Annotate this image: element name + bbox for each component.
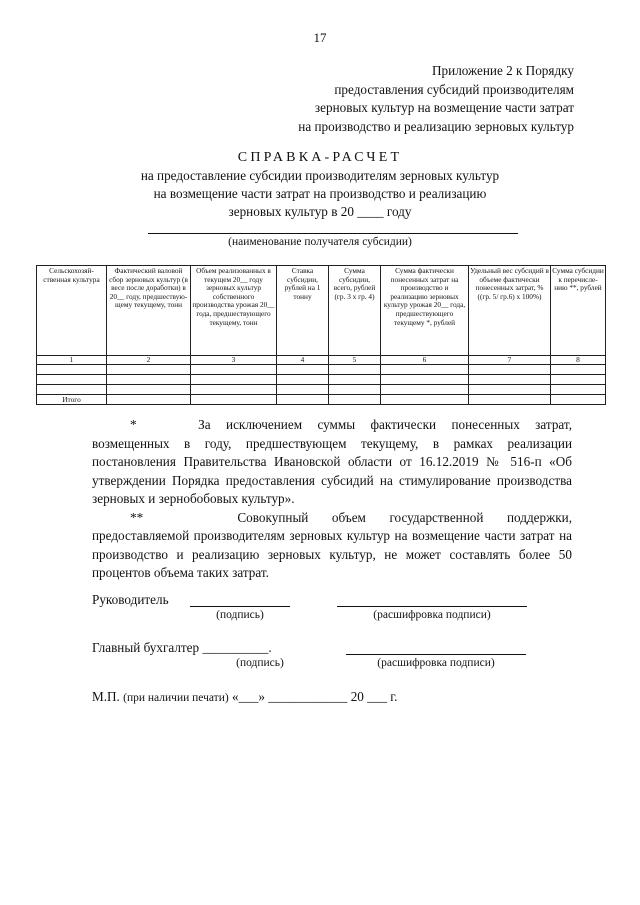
total-label: Итого [37,395,107,405]
header-cell: Сумма субсидии, всего, рублей (гр. 3 x гр. 4) [329,266,381,356]
table-cell[interactable] [329,385,381,395]
accountant-label-row [92,640,272,656]
accountant-sign-caption: (подпись) [236,657,284,669]
table-cell[interactable] [191,395,277,405]
table-cell[interactable] [469,385,551,395]
footnote-1-first-line [92,416,572,435]
table-cell[interactable] [551,365,606,375]
accountant-decode-caption: (расшифровка подписи) [377,657,495,669]
table-cell[interactable] [381,365,469,375]
table-cell[interactable] [107,365,191,375]
column-number: 7 [469,356,551,365]
date-field[interactable]: «___» ____________ 20 ___ г. [232,689,398,704]
table-cell[interactable] [277,385,329,395]
table-cell[interactable] [37,385,107,395]
recipient-caption: (наименование получателя субсидии) [228,236,412,248]
header-cell: Удельный вес субсидий в объеме фактически понесенных затрат, % ((гр. 5/ гр.6) x 100%) [469,266,551,356]
table-cell[interactable] [107,375,191,385]
table-cell[interactable] [329,375,381,385]
table-cell[interactable] [37,375,107,385]
accountant-signature-blank[interactable]: __________. [202,640,272,655]
table-cell[interactable] [329,395,381,405]
appendix-line: на производство и реализацию зерновых культур [298,118,574,134]
stamp-date-row [92,689,397,705]
head-decode-line[interactable] [337,606,527,607]
appendix-line: зерновых культур на возмещение части затрат [314,100,574,115]
head-sign-caption: (подпись) [216,609,264,621]
column-number: 5 [329,356,381,365]
recipient-name-line [148,233,518,234]
table-cell[interactable] [381,375,469,385]
table-cell[interactable] [381,385,469,395]
accountant-label: Главный бухгалтер [92,640,200,655]
footnotes [92,416,572,583]
table-cell[interactable] [277,365,329,375]
footnote-2-first-line [92,509,572,528]
document-title: СПРАВКА-РАСЧЕТ [237,150,403,165]
column-number: 8 [551,356,606,365]
footnote-text: Совокупный объем государственной поддержки, [237,509,572,525]
header-cell: Сумма фактически понесенных затрат на производство и реализацию зерновых культур урожая 20__ года, предшествующего текущему *, рублей [381,266,469,356]
table-cell[interactable] [191,365,277,375]
stamp-note: (при наличии печати) [123,692,229,704]
footnote-mark: ** [130,509,144,525]
subtitle-line: зерновых культур в 20 ____ году [228,204,412,219]
table-cell[interactable] [469,365,551,375]
head-decode-caption: (расшифровка подписи) [373,609,491,621]
table-cell[interactable] [551,385,606,395]
footnote-mark: * [130,417,137,432]
column-number: 6 [381,356,469,365]
stamp-label: М.П. [92,689,120,704]
table-cell[interactable] [107,395,191,405]
table-cell[interactable] [277,375,329,385]
column-number: 1 [37,356,107,365]
appendix-line: предоставления субсидий производителям [334,81,574,97]
column-number: 2 [107,356,191,365]
table-cell[interactable] [551,375,606,385]
table-cell[interactable] [37,365,107,375]
header-cell: Ставка субсидии, рублей на 1 тонну [277,266,329,356]
subtitle-line: на предоставление субсидии производителям зерновых культур [140,168,500,183]
table-cell[interactable] [191,385,277,395]
table-row [37,385,606,395]
table-number-row [37,356,606,365]
header-cell: Сумма субсидии к перечисле-нию **, рублей [551,266,606,356]
appendix-line: Приложение 2 к Порядку [432,63,574,78]
table-cell[interactable] [107,385,191,395]
footnote-2-text: предоставляемой производителям зерновых культур на возмещение части затрат на производство и реализацию зерновых культур, не может составлять более 50 процентов объема таких затрат. [92,528,572,580]
page-number: 17 [313,30,327,45]
table-row [37,365,606,375]
header-cell: Сельскохозяй-ственная культура [37,266,107,356]
footnote-1-text: возмещенных в году, предшествующем текущему, в рамках реализации постановления Правительства Ивановской области от 16.12.2019 № 516-п «Об утверждении Порядка предоставления субсидий на стимулирование производства зерновых и зернобобовых культур». [92,435,572,506]
accountant-decode-line[interactable] [346,654,526,655]
table-header-row [37,266,606,356]
column-number: 3 [191,356,277,365]
table-cell[interactable] [277,395,329,405]
head-signature-line[interactable] [190,606,290,607]
head-label: Руководитель [92,592,169,607]
header-cell: Фактический валовой сбор зерновых культур (в весе после доработки) в 20__ году, предшествую-щему текущему, тонн [107,266,191,356]
document-subtitle [0,167,640,221]
table-cell[interactable] [469,395,551,405]
table-cell[interactable] [551,395,606,405]
table-cell[interactable] [469,375,551,385]
table-total-row [37,395,606,405]
table-cell[interactable] [329,365,381,375]
table-cell[interactable] [191,375,277,385]
table-cell[interactable] [381,395,469,405]
footnote-text: За исключением суммы фактически понесенных затрат, [198,417,572,432]
table-row [37,375,606,385]
column-number: 4 [277,356,329,365]
subtitle-line: на возмещение части затрат на производство и реализацию [153,186,487,201]
header-cell: Объем реализованных в текущем 20__ году зерновых культур собственного производства урожая 20__ года, предшествующего текущему, тонн [191,266,277,356]
calculation-table [36,265,606,405]
appendix-reference [298,62,574,136]
